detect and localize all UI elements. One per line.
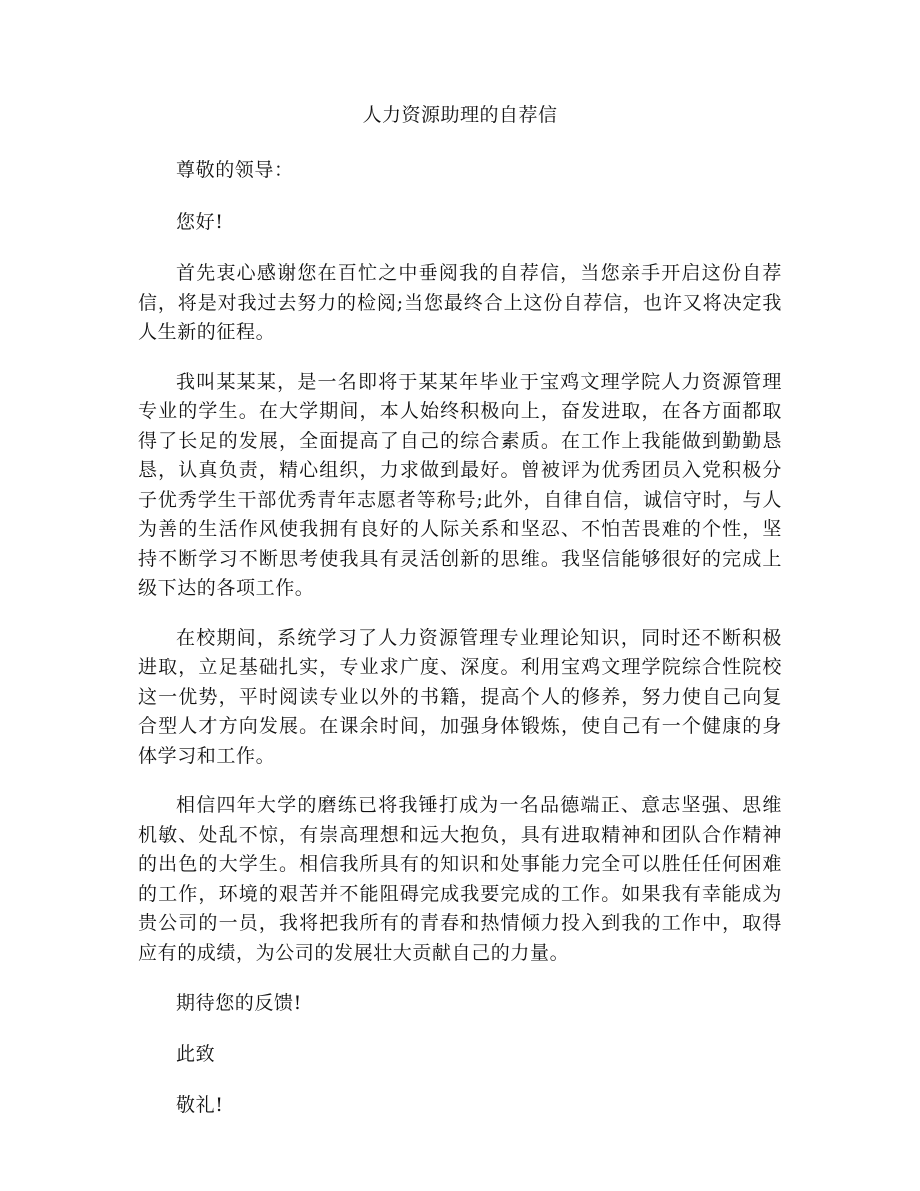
paragraph-intro: 首先衷心感谢您在百忙之中垂阅我的自荐信，当您亲手开启这份自荐信，将是对我过去努力的检阅;当您最终合上这份自荐信，也许又将决定我人生新的征程。 <box>138 262 782 343</box>
paragraph-confidence: 相信四年大学的磨练已将我锤打成为一名品德端正、意志坚强、思维机敏、处乱不惊，有崇高理想和远大抱负，具有进取精神和团队合作精神的出色的大学生。相信我所具有的知识和处事能力完全可以胜任任何困难的工作，环境的艰苦并不能阻碍完成我要完成的工作。如果我有幸能成为贵公司的一员，我将把我所有的青春和热情倾力投入到我的工作中，取得应有的成绩，为公司的发展壮大贡献自己的力量。 <box>138 794 782 964</box>
paragraph-school-period: 在校期间，系统学习了人力资源管理专业理论知识，同时还不断积极进取，立足基础扎实，专业求广度、深度。利用宝鸡文理学院综合性院校这一优势，平时阅读专业以外的书籍，提高个人的修养，努力使自己向复合型人才方向发展。在课余时间，加强身体锻炼，使自己有一个健康的身体学习和工作。 <box>138 626 782 767</box>
closing-wish: 期待您的反馈! <box>176 992 302 1014</box>
letter-title: 人力资源助理的自荐信 <box>362 104 558 126</box>
paragraph-self-introduction: 我叫某某某，是一名即将于某某年毕业于宝鸡文理学院人力资源管理专业的学生。在大学期间，本人始终积极向上，奋发进取，在各方面都取得了长足的发展，全面提高了自己的综合素质。在工作上我能做到勤勤恳恳，认真负责，精心组织，力求做到最好。曾被评为优秀团员入党积极分子优秀学生干部优秀青年志愿者等称号;此外，自律自信，诚信守时，与人为善的生活作风使我拥有良好的人际关系和坚忍、不怕苦畏难的个性，坚持不断学习不断思考使我具有灵活创新的思维。我坚信能够很好的完成上级下达的各项工作。 <box>138 370 782 599</box>
closing-salute: 敬礼! <box>176 1094 224 1116</box>
letter-page <box>138 102 782 1141</box>
salutation: 尊敬的领导： <box>176 159 294 181</box>
greeting: 您好! <box>176 211 224 233</box>
closing-phrase: 此致 <box>176 1043 216 1065</box>
